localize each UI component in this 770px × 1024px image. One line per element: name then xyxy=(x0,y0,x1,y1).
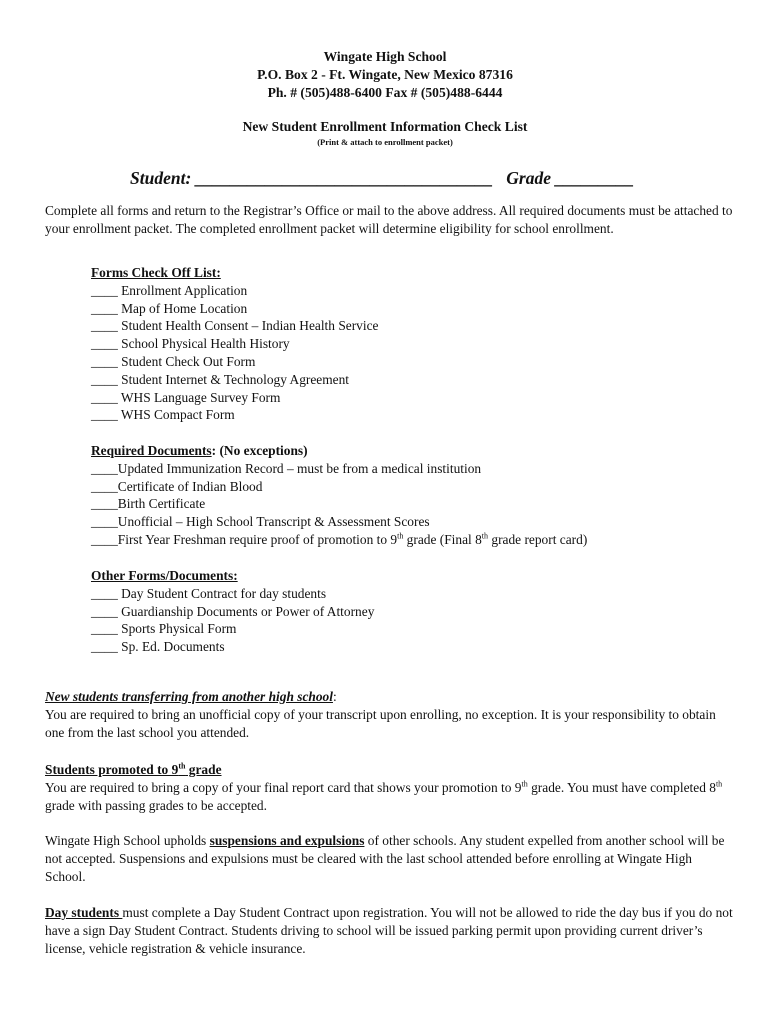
checklist-item: ____ Enrollment Application xyxy=(91,282,248,298)
checklist-item: ____ WHS Compact Form xyxy=(91,407,235,423)
text-part: grade with passing grades to be accepted. xyxy=(45,798,267,813)
checklist-item xyxy=(91,531,587,549)
heading-text: Students promoted to 9 xyxy=(45,762,179,777)
grade-field: Grade _________ xyxy=(506,168,635,188)
checklist-item: ____ School Physical Health History xyxy=(91,336,290,352)
checklist-item: ____Updated Immunization Record – must be from a medical institution xyxy=(91,460,482,476)
transfer-section xyxy=(45,688,735,742)
forms-heading: Forms Check Off List: xyxy=(91,265,221,280)
text-sup: th xyxy=(521,779,528,789)
promoted-section xyxy=(45,761,735,815)
school-address: P.O. Box 2 - Ft. Wingate, New Mexico 87316 xyxy=(257,67,513,82)
day-students-paragraph xyxy=(45,904,735,958)
page-title: New Student Enrollment Information Check List xyxy=(242,119,528,134)
checklist-item: ____Unofficial – High School Transcript & Assessment Scores xyxy=(91,514,430,530)
transfer-heading-suffix: : xyxy=(332,689,337,704)
checklist-item: ____ Student Health Consent – Indian Health Service xyxy=(91,318,379,334)
checklist-item: ____ Day Student Contract for day students xyxy=(91,585,327,601)
checklist-item: ____Birth Certificate xyxy=(91,496,206,512)
item-text: grade report card) xyxy=(488,531,588,547)
text-part: of other schools. Any student expelled from another school will be not accepted. Suspensions and expulsions must be cleared with the last school attended before enrolling at Wingate High School. xyxy=(45,833,725,884)
checklist-item: ____ Sp. Ed. Documents xyxy=(91,639,225,655)
heading-text: grade xyxy=(185,762,222,777)
checklist-item: ____ Map of Home Location xyxy=(91,300,248,316)
checklist-item: ____ Guardianship Documents or Power of Attorney xyxy=(91,603,375,619)
text-part: You are required to bring a copy of your final report card that shows your promotion to 9 xyxy=(45,780,522,795)
school-header xyxy=(0,48,770,102)
student-grade-line xyxy=(130,168,634,189)
checklist-item: ____Certificate of Indian Blood xyxy=(91,478,263,494)
checklist-item: ____ Student Check Out Form xyxy=(91,353,256,369)
checklist-item: ____ Sports Physical Form xyxy=(91,621,237,637)
other-documents xyxy=(91,567,374,656)
school-phone: Ph. # (505)488-6400 Fax # (505)488-6444 xyxy=(267,85,503,100)
school-name: Wingate High School xyxy=(323,49,447,64)
suspensions-paragraph xyxy=(45,832,735,886)
item-sup: th xyxy=(397,531,404,541)
item-text: grade (Final 8 xyxy=(403,531,482,547)
transfer-text: You are required to bring an unofficial copy of your transcript upon enrolling, no exception. It is your responsibility to obtain one from the last school you attended. xyxy=(45,707,716,740)
checklist-item: ____ Student Internet & Technology Agreement xyxy=(91,371,350,387)
other-heading: Other Forms/Documents: xyxy=(91,568,238,583)
intro-paragraph: Complete all forms and return to the Registrar’s Office or mail to the above address. All required documents must be attached to your enrollment packet. The completed enrollment packet will determine eligibility for school enrollment. xyxy=(45,203,733,236)
suspensions-emphasis: suspensions and expulsions xyxy=(209,833,365,848)
required-heading-suffix: : (No exceptions) xyxy=(211,443,308,458)
page-subtitle: (Print & attach to enrollment packet) xyxy=(317,137,453,147)
transfer-heading xyxy=(45,688,735,706)
required-heading xyxy=(91,442,587,460)
required-heading-label: Required Documents xyxy=(91,443,212,458)
heading-sup: th xyxy=(178,761,186,771)
checklist-item: ____ WHS Language Survey Form xyxy=(91,389,281,405)
text-part: must complete a Day Student Contract upon registration. You will not be allowed to ride the day bus if you do not have a sign Day Student Contract. Students driving to school will be issued parking permit upon providing current driver’s license, vehicle registration & vehicle insurance. xyxy=(45,905,733,956)
promoted-text xyxy=(45,779,735,815)
forms-checklist xyxy=(91,264,378,424)
text-part: Wingate High School upholds xyxy=(45,833,210,848)
student-field: Student: __________________________________ xyxy=(130,168,494,188)
text-sup: th xyxy=(715,779,723,789)
item-text: ____First Year Freshman require proof of promotion to 9 xyxy=(91,531,398,547)
text-part: grade. You must have completed 8 xyxy=(527,780,716,795)
transfer-heading-label: New students transferring from another high school xyxy=(45,689,333,704)
item-sup: th xyxy=(481,531,489,541)
required-documents xyxy=(91,442,587,549)
promoted-heading xyxy=(45,761,735,779)
day-students-emphasis: Day students xyxy=(45,905,123,920)
